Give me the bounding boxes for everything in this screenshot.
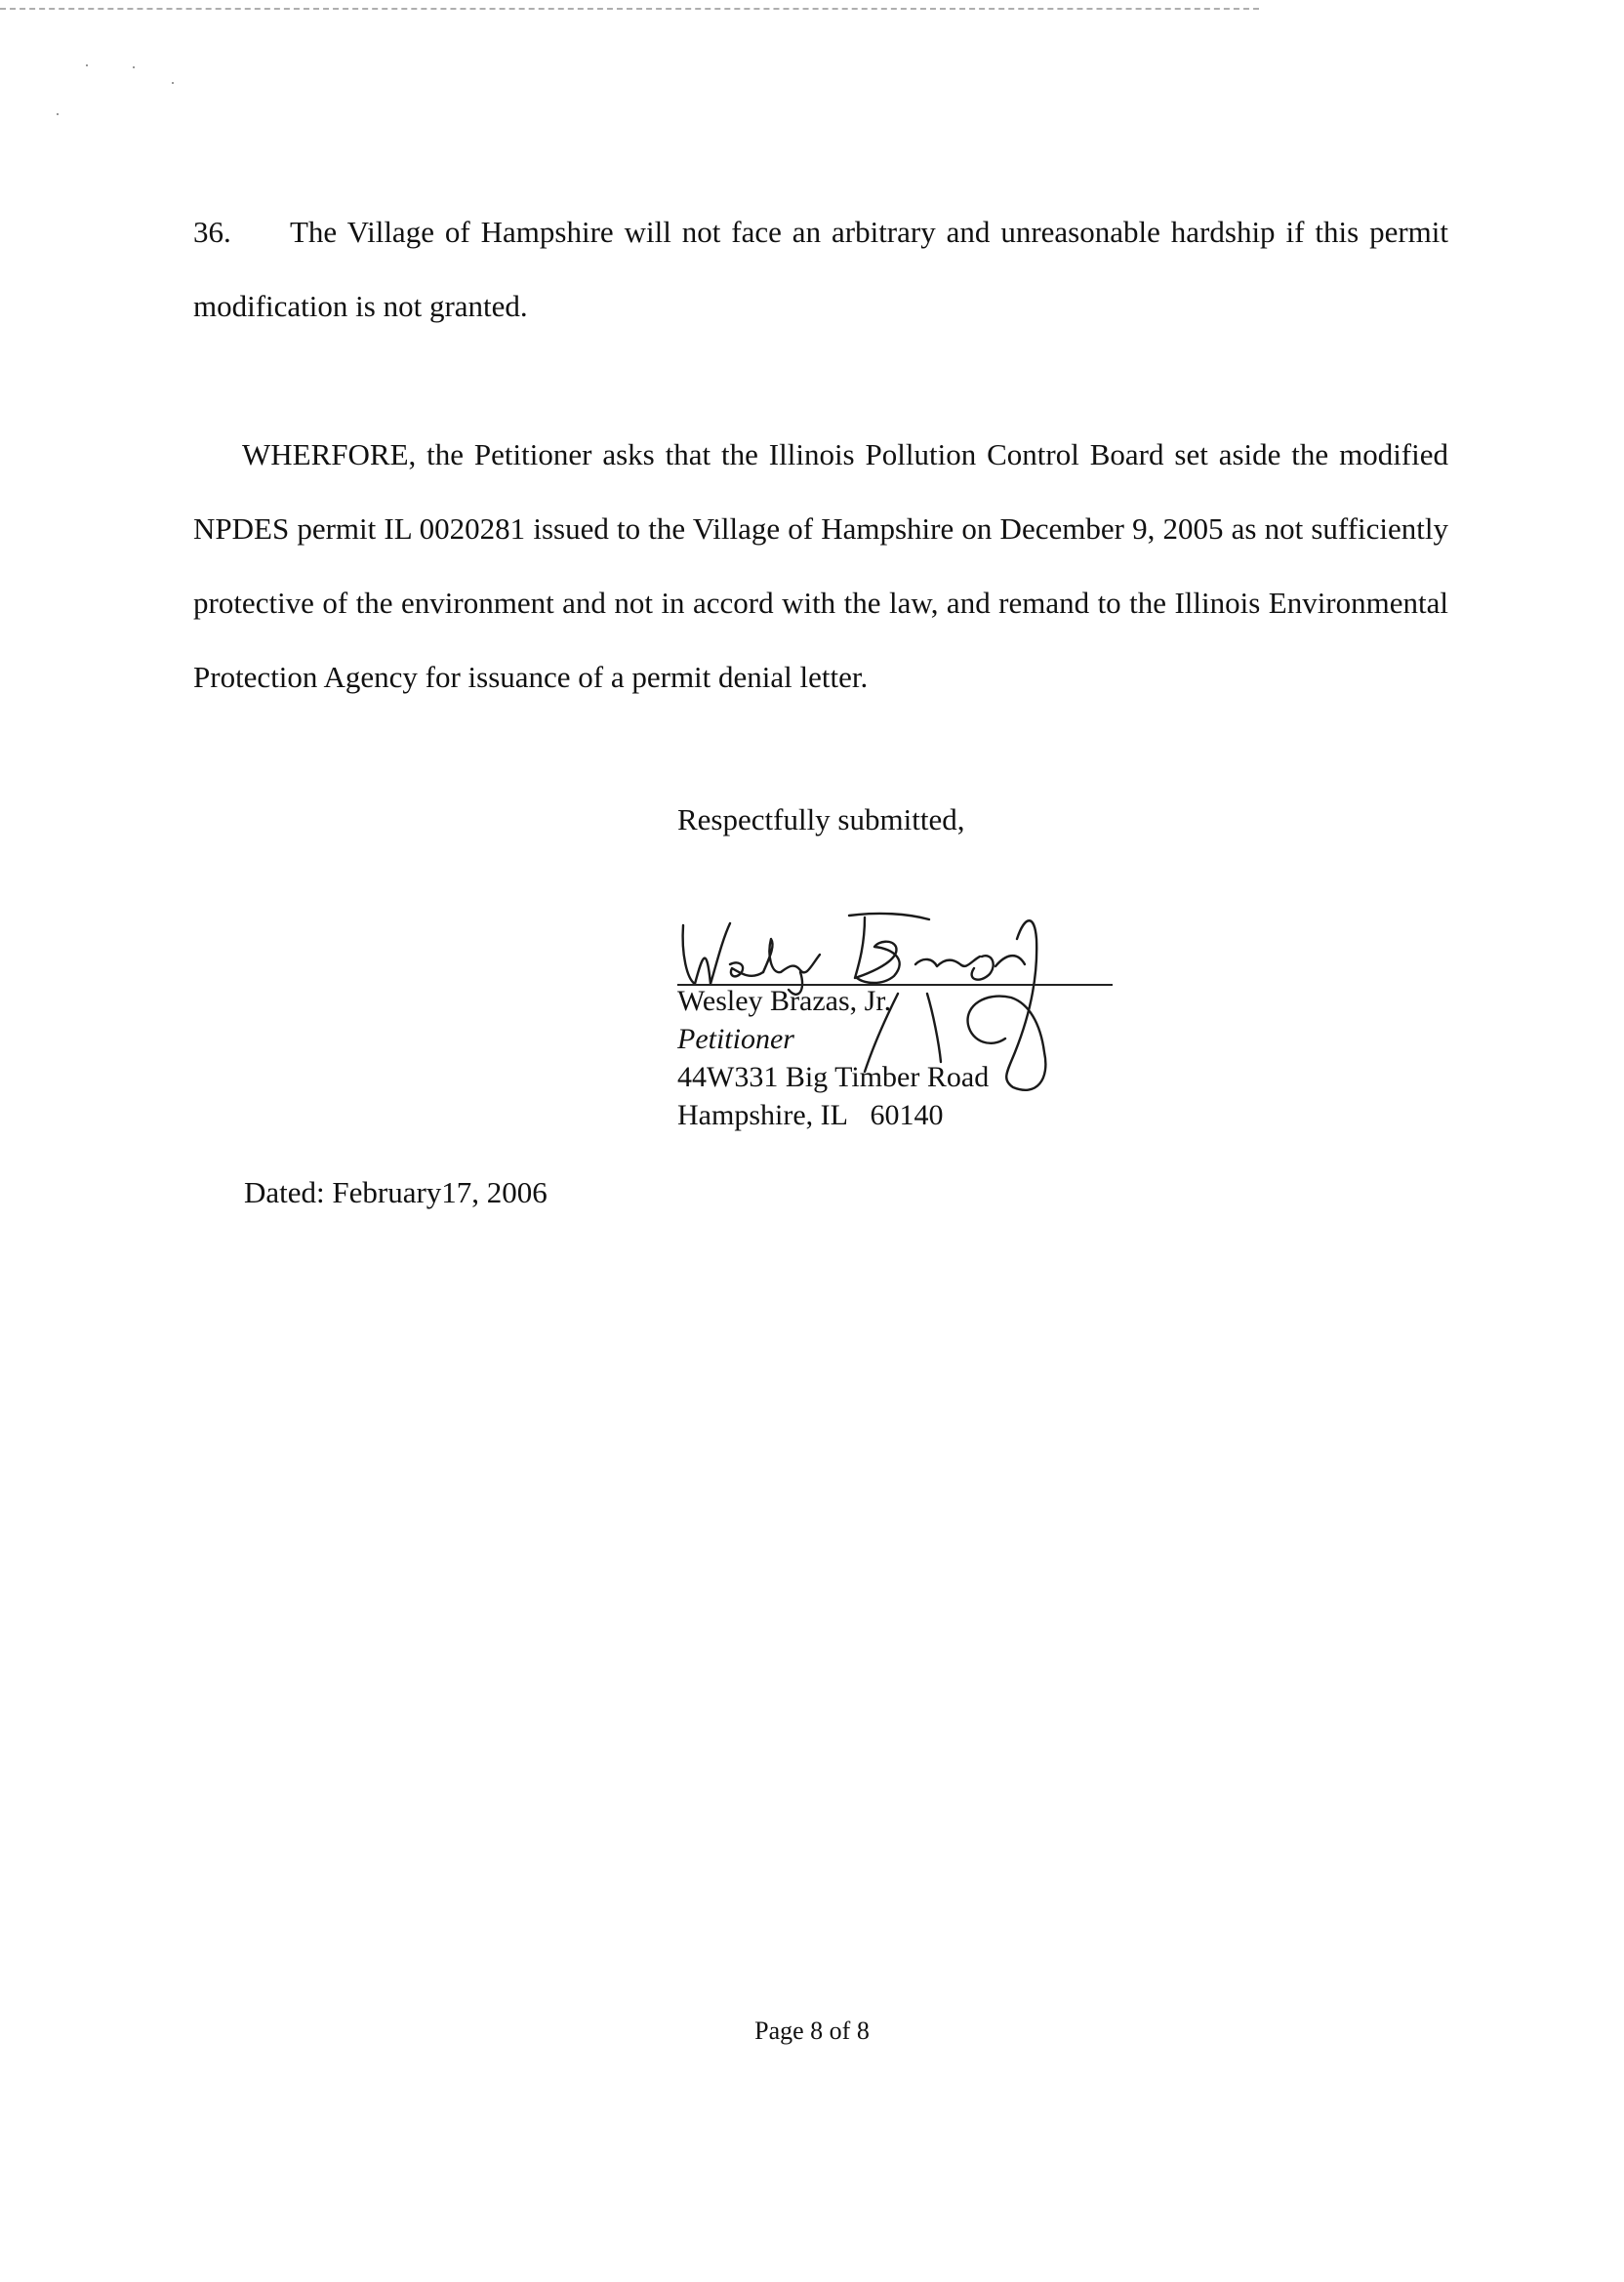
dated-line: Dated: February17, 2006	[244, 1175, 548, 1209]
scan-speck	[172, 82, 174, 84]
scan-speck	[86, 64, 88, 66]
paragraph-number: 36.	[193, 215, 231, 249]
signer-role: Petitioner	[677, 1023, 794, 1055]
paragraph-36	[193, 195, 1448, 344]
signature-block	[677, 982, 989, 1134]
page-number-footer: Page 8 of 8	[754, 2017, 870, 2045]
wherefore-paragraph: WHERFORE, the Petitioner asks that the Illinois Pollution Control Board set aside the modified NPDES permit IL 0020281 issued to the Village of Hampshire on December 9, 2005 as not sufficiently protective of the environment and not in accord with the law, and remand to the Illinois Environmental Protection Agency for issuance of a permit denial letter.	[193, 437, 1448, 694]
scan-artifact-line	[0, 8, 1259, 10]
signer-address-line1: 44W331 Big Timber Road	[677, 1061, 990, 1093]
signer-address-line2: Hampshire, IL 60140	[677, 1099, 944, 1131]
closing-salutation: Respectfully submitted,	[677, 802, 965, 836]
paragraph-36-text: The Village of Hampshire will not face an arbitrary and unreasonable hardship if this permit modification is not granted.	[193, 215, 1448, 323]
scan-speck	[57, 113, 59, 115]
scan-speck	[133, 66, 135, 68]
signer-name: Wesley Brazas, Jr.	[677, 985, 892, 1017]
